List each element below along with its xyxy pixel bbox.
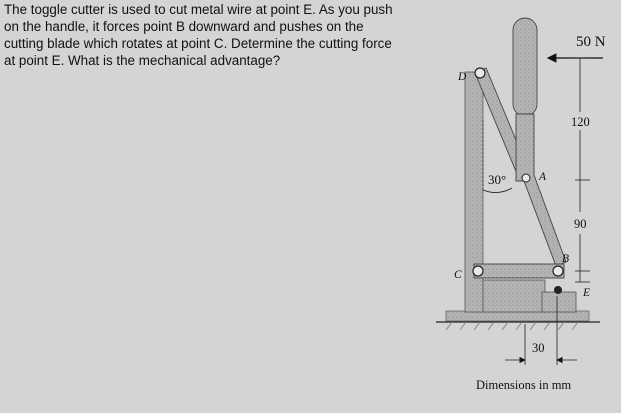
- angle-arc: [483, 188, 512, 193]
- problem-line-2: on the handle, it forces point B downward and pushes on the: [4, 19, 364, 34]
- pin-C: [473, 266, 483, 276]
- base-plate: [446, 311, 589, 321]
- handle: [513, 18, 566, 266]
- pin-A: [522, 174, 530, 182]
- point-B-label: B: [562, 253, 570, 265]
- force-label: 50 N: [576, 34, 606, 50]
- angle-label: 30°: [488, 172, 507, 187]
- point-E-label: E: [583, 287, 591, 299]
- point-A-label: A: [539, 171, 547, 183]
- dim-bottom-label: 30: [532, 341, 545, 355]
- units-note: Dimensions in mm: [476, 378, 572, 392]
- dimension-vertical: [575, 58, 590, 282]
- problem-line-3: cutting blade which rotates at point C. Determine the cutting force: [4, 36, 392, 51]
- problem-line-1: The toggle cutter is used to cut metal wire at point E. As you push: [4, 2, 393, 17]
- point-C-label: C: [454, 269, 462, 281]
- dim-lower-label: 90: [574, 217, 587, 231]
- pin-B: [553, 266, 563, 276]
- ground-hatching: [446, 322, 578, 330]
- wire-E: [554, 286, 562, 294]
- frame-foot: [483, 280, 545, 312]
- anvil-block: [542, 292, 576, 312]
- problem-line-4: at point E. What is the mechanical advantage?: [4, 53, 281, 68]
- cutting-blade: [474, 264, 564, 278]
- point-D-label: D: [458, 71, 467, 83]
- dim-upper-label: 120: [571, 115, 590, 129]
- pin-D: [475, 68, 485, 78]
